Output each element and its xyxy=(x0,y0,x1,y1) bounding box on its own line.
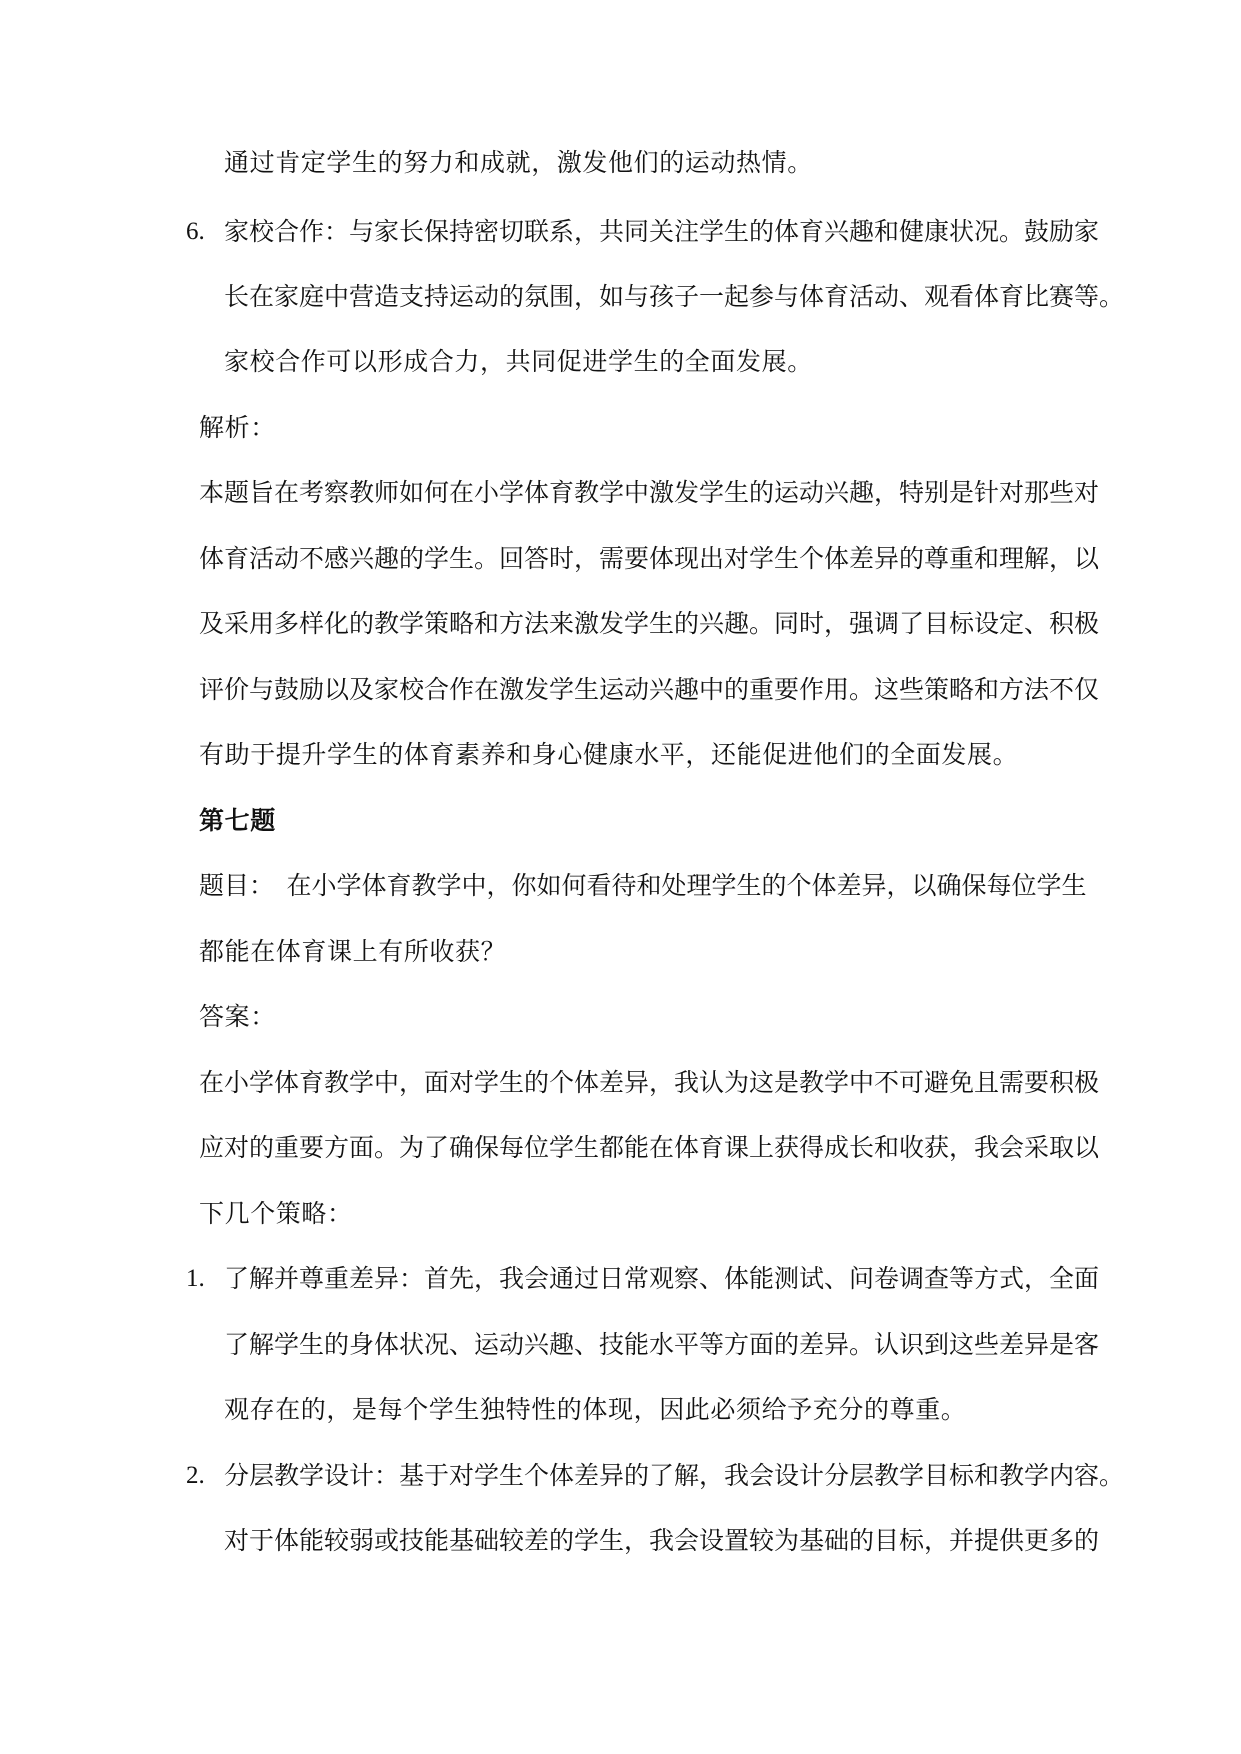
answer-line-2: 应对的重要方面。为了确保每位学生都能在体育课上获得成长和收获，我会采取以 xyxy=(199,1133,1100,1162)
analysis-line-1: 本题旨在考察教师如何在小学体育教学中激发学生的运动兴趣，特别是针对那些对 xyxy=(199,478,1100,507)
answer-line-1: 在小学体育教学中，面对学生的个体差异，我认为这是教学中不可避免且需要积极 xyxy=(199,1068,1100,1097)
item1-number: 1. xyxy=(186,1265,205,1292)
analysis-line-3: 及采用多样化的教学策略和方法来激发学生的兴趣。同时，强调了目标设定、积极 xyxy=(199,609,1100,638)
item1-line-3: 观存在的，是每个学生独特性的体现，因此必须给予充分的尊重。 xyxy=(224,1395,967,1424)
item6-line-1: 家校合作：与家长保持密切联系，共同关注学生的体育兴趣和健康状况。鼓励家 xyxy=(224,217,1100,246)
analysis-line-2: 体育活动不感兴趣的学生。回答时，需要体现出对学生个体差异的尊重和理解，以 xyxy=(199,544,1100,573)
item6-line-2: 长在家庭中营造支持运动的氛围，如与孩子一起参与体育活动、观看体育比赛等。 xyxy=(224,282,1125,311)
answer-line-3: 下几个策略： xyxy=(199,1199,353,1228)
item6-number: 6. xyxy=(186,218,205,245)
question-heading: 第七题 xyxy=(199,806,276,835)
item5-continuation: 通过肯定学生的努力和成就，激发他们的运动热情。 xyxy=(224,148,813,177)
item6-line-3: 家校合作可以形成合力，共同促进学生的全面发展。 xyxy=(224,347,813,376)
item1-line-2: 了解学生的身体状况、运动兴趣、技能水平等方面的差异。认识到这些差异是客 xyxy=(224,1330,1100,1359)
answer-label: 答案： xyxy=(199,1002,276,1031)
analysis-line-5: 有助于提升学生的体育素养和身心健康水平，还能促进他们的全面发展。 xyxy=(199,740,1019,769)
item2-line-2: 对于体能较弱或技能基础较差的学生，我会设置较为基础的目标，并提供更多的 xyxy=(224,1526,1100,1555)
analysis-label: 解析： xyxy=(199,413,276,442)
question-line-2: 都能在体育课上有所收获？ xyxy=(199,937,507,966)
question-line-1: 题目： 在小学体育教学中，你如何看待和处理学生的个体差异，以确保每位学生 xyxy=(199,871,1087,900)
item2-number: 2. xyxy=(186,1462,205,1489)
item2-line-1: 分层教学设计：基于对学生个体差异的了解，我会设计分层教学目标和教学内容。 xyxy=(224,1461,1125,1490)
analysis-line-4: 评价与鼓励以及家校合作在激发学生运动兴趣中的重要作用。这些策略和方法不仅 xyxy=(199,675,1100,704)
item1-line-1: 了解并尊重差异：首先，我会通过日常观察、体能测试、问卷调查等方式，全面 xyxy=(224,1264,1100,1293)
